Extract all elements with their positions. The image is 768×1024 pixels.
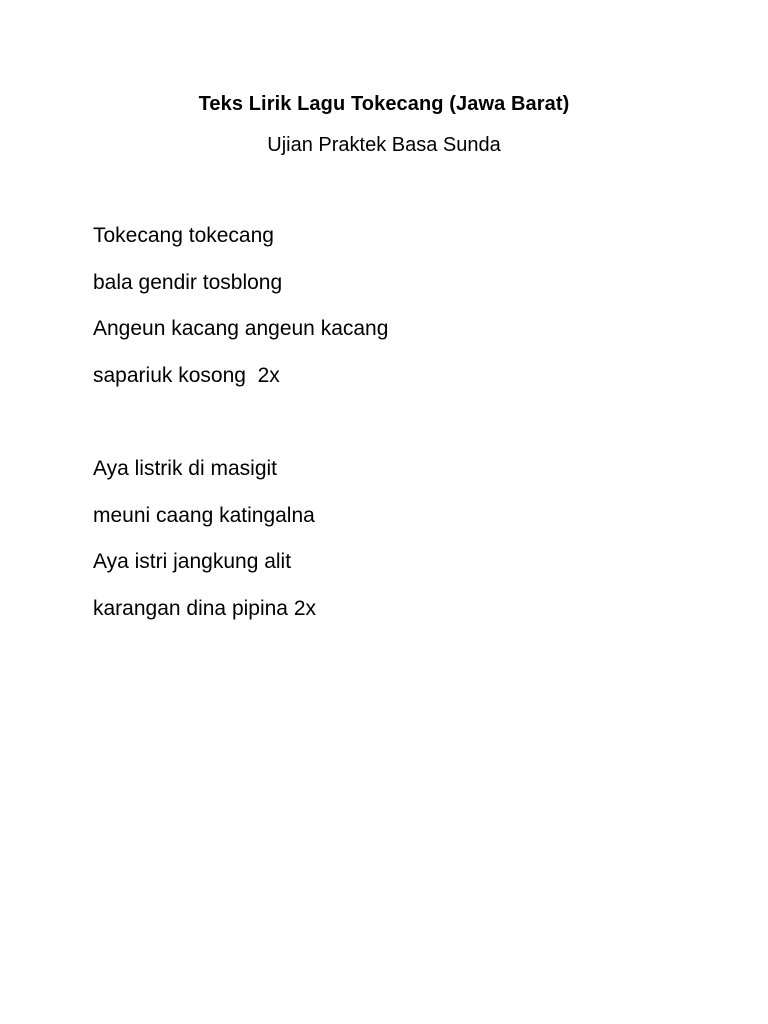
lyric-line: Aya listrik di masigit — [93, 457, 277, 480]
lyric-line: meuni caang katingalna — [93, 503, 315, 527]
lyric-line: Aya istri jangkung alit — [93, 550, 292, 573]
document-title: Teks Lirik Lagu Tokecang (Jawa Barat) — [198, 93, 570, 115]
document-subtitle: Ujian Praktek Basa Sunda — [267, 134, 501, 156]
lyrics-stanza-1 — [93, 220, 693, 406]
lyric-line: Angeun kacang angeun kacang — [93, 317, 389, 340]
lyrics-stanza-2 — [93, 453, 693, 639]
lyric-line: sapariuk kosong 2x — [93, 363, 280, 387]
lyric-line: karangan dina pipina 2x — [93, 596, 317, 620]
lyric-line: Tokecang tokecang — [93, 224, 274, 247]
lyric-line: bala gendir tosblong — [93, 270, 283, 294]
